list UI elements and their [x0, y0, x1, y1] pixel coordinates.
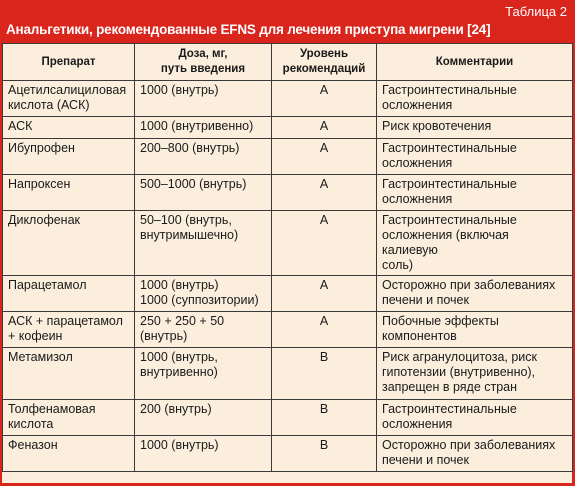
- drug-cell: Толфенамовая кислота: [3, 400, 135, 436]
- level-cell: А: [272, 175, 377, 211]
- table-row: [3, 312, 573, 348]
- column-header-comment: Комментарии: [377, 44, 573, 81]
- comment-cell: Осторожно при заболеваниях печени и почек: [377, 276, 573, 312]
- analgesics-table: [2, 43, 573, 472]
- drug-cell: Метамизол: [3, 348, 135, 400]
- table-row: [3, 117, 573, 139]
- drug-cell: АСК + парацетамол + кофеин: [3, 312, 135, 348]
- level-cell: А: [272, 211, 377, 276]
- comment-cell: Гастроинтестинальные осложнения: [377, 175, 573, 211]
- dose-cell: 500–1000 (внутрь): [135, 175, 272, 211]
- dose-cell: 200 (внутрь): [135, 400, 272, 436]
- comment-cell: Гастроинтестинальные осложнения: [377, 81, 573, 117]
- dose-cell: 1000 (внутрь): [135, 436, 272, 472]
- comment-cell: Риск агранулоцитоза, риск гипотензии (внутривенно), запрещен в ряде стран: [377, 348, 573, 400]
- dose-cell: 1000 (внутрь, внутривенно): [135, 348, 272, 400]
- dose-cell: 50–100 (внутрь, внутримышечно): [135, 211, 272, 276]
- table-body-area: [2, 43, 572, 483]
- level-cell: В: [272, 436, 377, 472]
- table-title: Анальгетики, рекомендованные EFNS для лечения приступа мигрени [24]: [6, 22, 491, 37]
- level-cell: В: [272, 348, 377, 400]
- drug-cell: Диклофенак: [3, 211, 135, 276]
- level-cell: В: [272, 400, 377, 436]
- dose-cell: 200–800 (внутрь): [135, 139, 272, 175]
- comment-cell: Гастроинтестинальные осложнения: [377, 139, 573, 175]
- table-row: [3, 400, 573, 436]
- drug-cell: Ибупрофен: [3, 139, 135, 175]
- table-row: [3, 436, 573, 472]
- column-header-drug: Препарат: [3, 44, 135, 81]
- table-row: [3, 211, 573, 276]
- level-cell: А: [272, 276, 377, 312]
- level-cell: А: [272, 312, 377, 348]
- drug-cell: Ацетилсалициловая кислота (АСК): [3, 81, 135, 117]
- drug-cell: Напроксен: [3, 175, 135, 211]
- dose-cell: 1000 (внутрь): [135, 81, 272, 117]
- comment-cell: Гастроинтестинальные осложнения: [377, 400, 573, 436]
- drug-cell: АСК: [3, 117, 135, 139]
- level-cell: А: [272, 117, 377, 139]
- comment-cell: Осторожно при заболеваниях печени и почек: [377, 436, 573, 472]
- comment-cell: Гастроинтестинальные осложнения (включая калиевую соль): [377, 211, 573, 276]
- table-row: [3, 81, 573, 117]
- drug-cell: Парацетамол: [3, 276, 135, 312]
- level-cell: А: [272, 139, 377, 175]
- comment-cell: Риск кровотечения: [377, 117, 573, 139]
- table-header-row: [3, 44, 573, 81]
- table-row: [3, 139, 573, 175]
- table-row: [3, 175, 573, 211]
- drug-cell: Феназон: [3, 436, 135, 472]
- column-header-dose: Доза, мг, путь введения: [135, 44, 272, 81]
- table-row: [3, 276, 573, 312]
- table-number-label: Таблица 2: [505, 4, 567, 19]
- dose-cell: 1000 (внутрь) 1000 (суппозитории): [135, 276, 272, 312]
- column-header-level: Уровень рекомендаций: [272, 44, 377, 81]
- table-row: [3, 348, 573, 400]
- dose-cell: 250 + 250 + 50 (внутрь): [135, 312, 272, 348]
- dose-cell: 1000 (внутривенно): [135, 117, 272, 139]
- level-cell: А: [272, 81, 377, 117]
- comment-cell: Побочные эффекты компонентов: [377, 312, 573, 348]
